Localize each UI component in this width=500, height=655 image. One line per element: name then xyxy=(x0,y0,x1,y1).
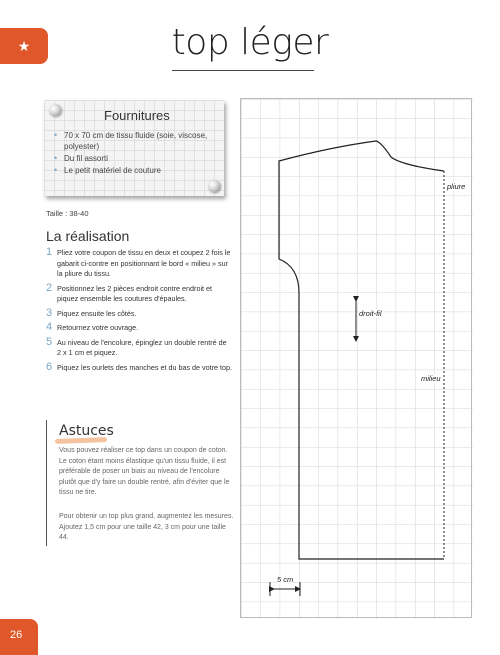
grain-label: droit-fil xyxy=(359,309,382,318)
step-item xyxy=(46,335,232,359)
star-icon: ★ xyxy=(0,28,48,64)
step-text: Positionnez les 2 pièces endroit contre endroit et piquez ensemble les coutures d'épaules. xyxy=(57,283,213,303)
page-number-tab xyxy=(0,619,38,655)
bullet-icon: • xyxy=(54,165,58,175)
step-number: 1 xyxy=(46,246,53,258)
pattern-grid xyxy=(240,98,472,618)
step-number: 4 xyxy=(46,321,53,333)
step-text: Piquez ensuite les côtés. xyxy=(57,308,137,318)
list-item: • Du fil assorti xyxy=(54,153,109,163)
supplies-title: Fournitures xyxy=(104,108,170,123)
step-text: Piquez les ourlets des manches et du bas de votre top. xyxy=(57,362,232,372)
grid-background xyxy=(241,99,473,619)
pattern-drawing xyxy=(241,99,473,619)
supplies-card xyxy=(44,100,224,196)
list-item: • Le petit matériel de couture xyxy=(54,165,161,175)
step-text: Au niveau de l'encolure, épinglez un double rentré de 2 x 1 cm et piquez. xyxy=(57,337,227,357)
step-item xyxy=(46,306,232,320)
bullet-icon: • xyxy=(54,153,58,163)
step-item xyxy=(46,281,232,305)
step-item xyxy=(46,248,232,280)
realisation-title: La réalisation xyxy=(46,228,130,244)
step-item xyxy=(46,323,232,334)
fold-label: pliure xyxy=(447,182,466,191)
center-label: milieu xyxy=(421,374,441,383)
page-title: top léger xyxy=(171,22,329,63)
scale-label: 5 cm xyxy=(277,575,294,584)
step-number: 3 xyxy=(46,306,53,319)
bullet-icon: • xyxy=(54,130,58,140)
tips-paragraph: Pour obtenir un top plus grand, augmentez les mesures. Ajoutez 1,5 cm pour une taille 42, 3 cm pour une taille 44. xyxy=(59,513,234,541)
step-text: Pliez votre coupon de tissu en deux et coupez 2 fois le gabarit ci-contre en positionnant le bord « milieu » sur la pliure du tissu. xyxy=(57,248,231,278)
size-label: Taille : 38-40 xyxy=(46,209,89,218)
supplies-list xyxy=(54,130,219,177)
tips-paragraph: Vous pouvez réaliser ce top dans un coupon de coton. Le coton étant moins élastique qu'un tissu fluide, il est préférable de poser un biais au niveau de l'encolure plutôt que d'y faire un double rentré, afin d'éviter que le tissu ne tire. xyxy=(59,447,230,496)
tips-block xyxy=(46,420,233,546)
page-number: 26 xyxy=(10,629,23,641)
step-number: 5 xyxy=(46,335,53,348)
pin-icon xyxy=(49,104,61,116)
pin-icon xyxy=(208,180,220,192)
tips-title: Astuces xyxy=(59,423,114,439)
step-item xyxy=(46,360,232,374)
list-item: • 70 x 70 cm de tissu fluide (soie, viscose, polyester) xyxy=(54,130,208,151)
step-text: Retournez votre ouvrage. xyxy=(57,323,139,332)
step-number: 6 xyxy=(46,360,53,373)
steps-list xyxy=(46,248,232,373)
step-number: 2 xyxy=(46,281,53,294)
title-underline xyxy=(172,70,314,71)
